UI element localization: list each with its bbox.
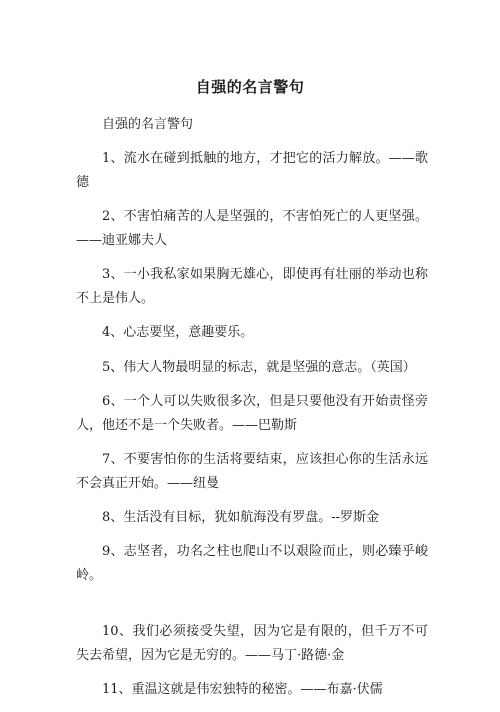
blank-line — [76, 598, 428, 620]
quote-3: 3、一小我私家如果胸无雄心，即使再有壮丽的举动也称不上是伟人。 — [76, 267, 428, 306]
paragraph-heading: 自强的名言警句 — [102, 117, 194, 132]
quote-11: 11、重温这就是伟宏独特的秘密。——布嘉·伏儒 — [102, 682, 383, 698]
document-body — [76, 113, 428, 712]
quote-10: 10、我们必须接受失望，因为它是有限的，但千万不可失去希望，因为它是无穷的。——马丁·路德·金 — [76, 624, 428, 663]
quote-2: 2、不害怕痛苦的人是坚强的，不害怕死亡的人更坚强。——迪亚娜夫人 — [76, 209, 428, 248]
quote-5: 5、伟大人物最明显的标志，就是坚强的意志。（英国） — [102, 359, 416, 375]
quote-6: 6、一个人可以失败很多次，但是只要他没有开始责怪旁人，他还不是一个失败者。——巴勒斯 — [76, 393, 428, 433]
quote-7: 7、不要害怕你的生活将要结束，应该担心你的生活永远不会真正开始。——纽曼 — [76, 451, 428, 491]
quote-9: 9、志坚者，功名之柱也爬山不以艰险而止，则必臻乎峻岭。 — [76, 544, 428, 583]
document-title: 自强的名言警句 — [195, 78, 305, 96]
quote-1: 1、流水在碰到抵触的地方，才把它的活力解放。——歌德 — [76, 151, 428, 190]
quote-8: 8、生活没有目标，犹如航海没有罗盘。--罗斯金 — [102, 509, 380, 525]
quote-4: 4、心志要坚，意趣要乐。 — [102, 325, 254, 341]
